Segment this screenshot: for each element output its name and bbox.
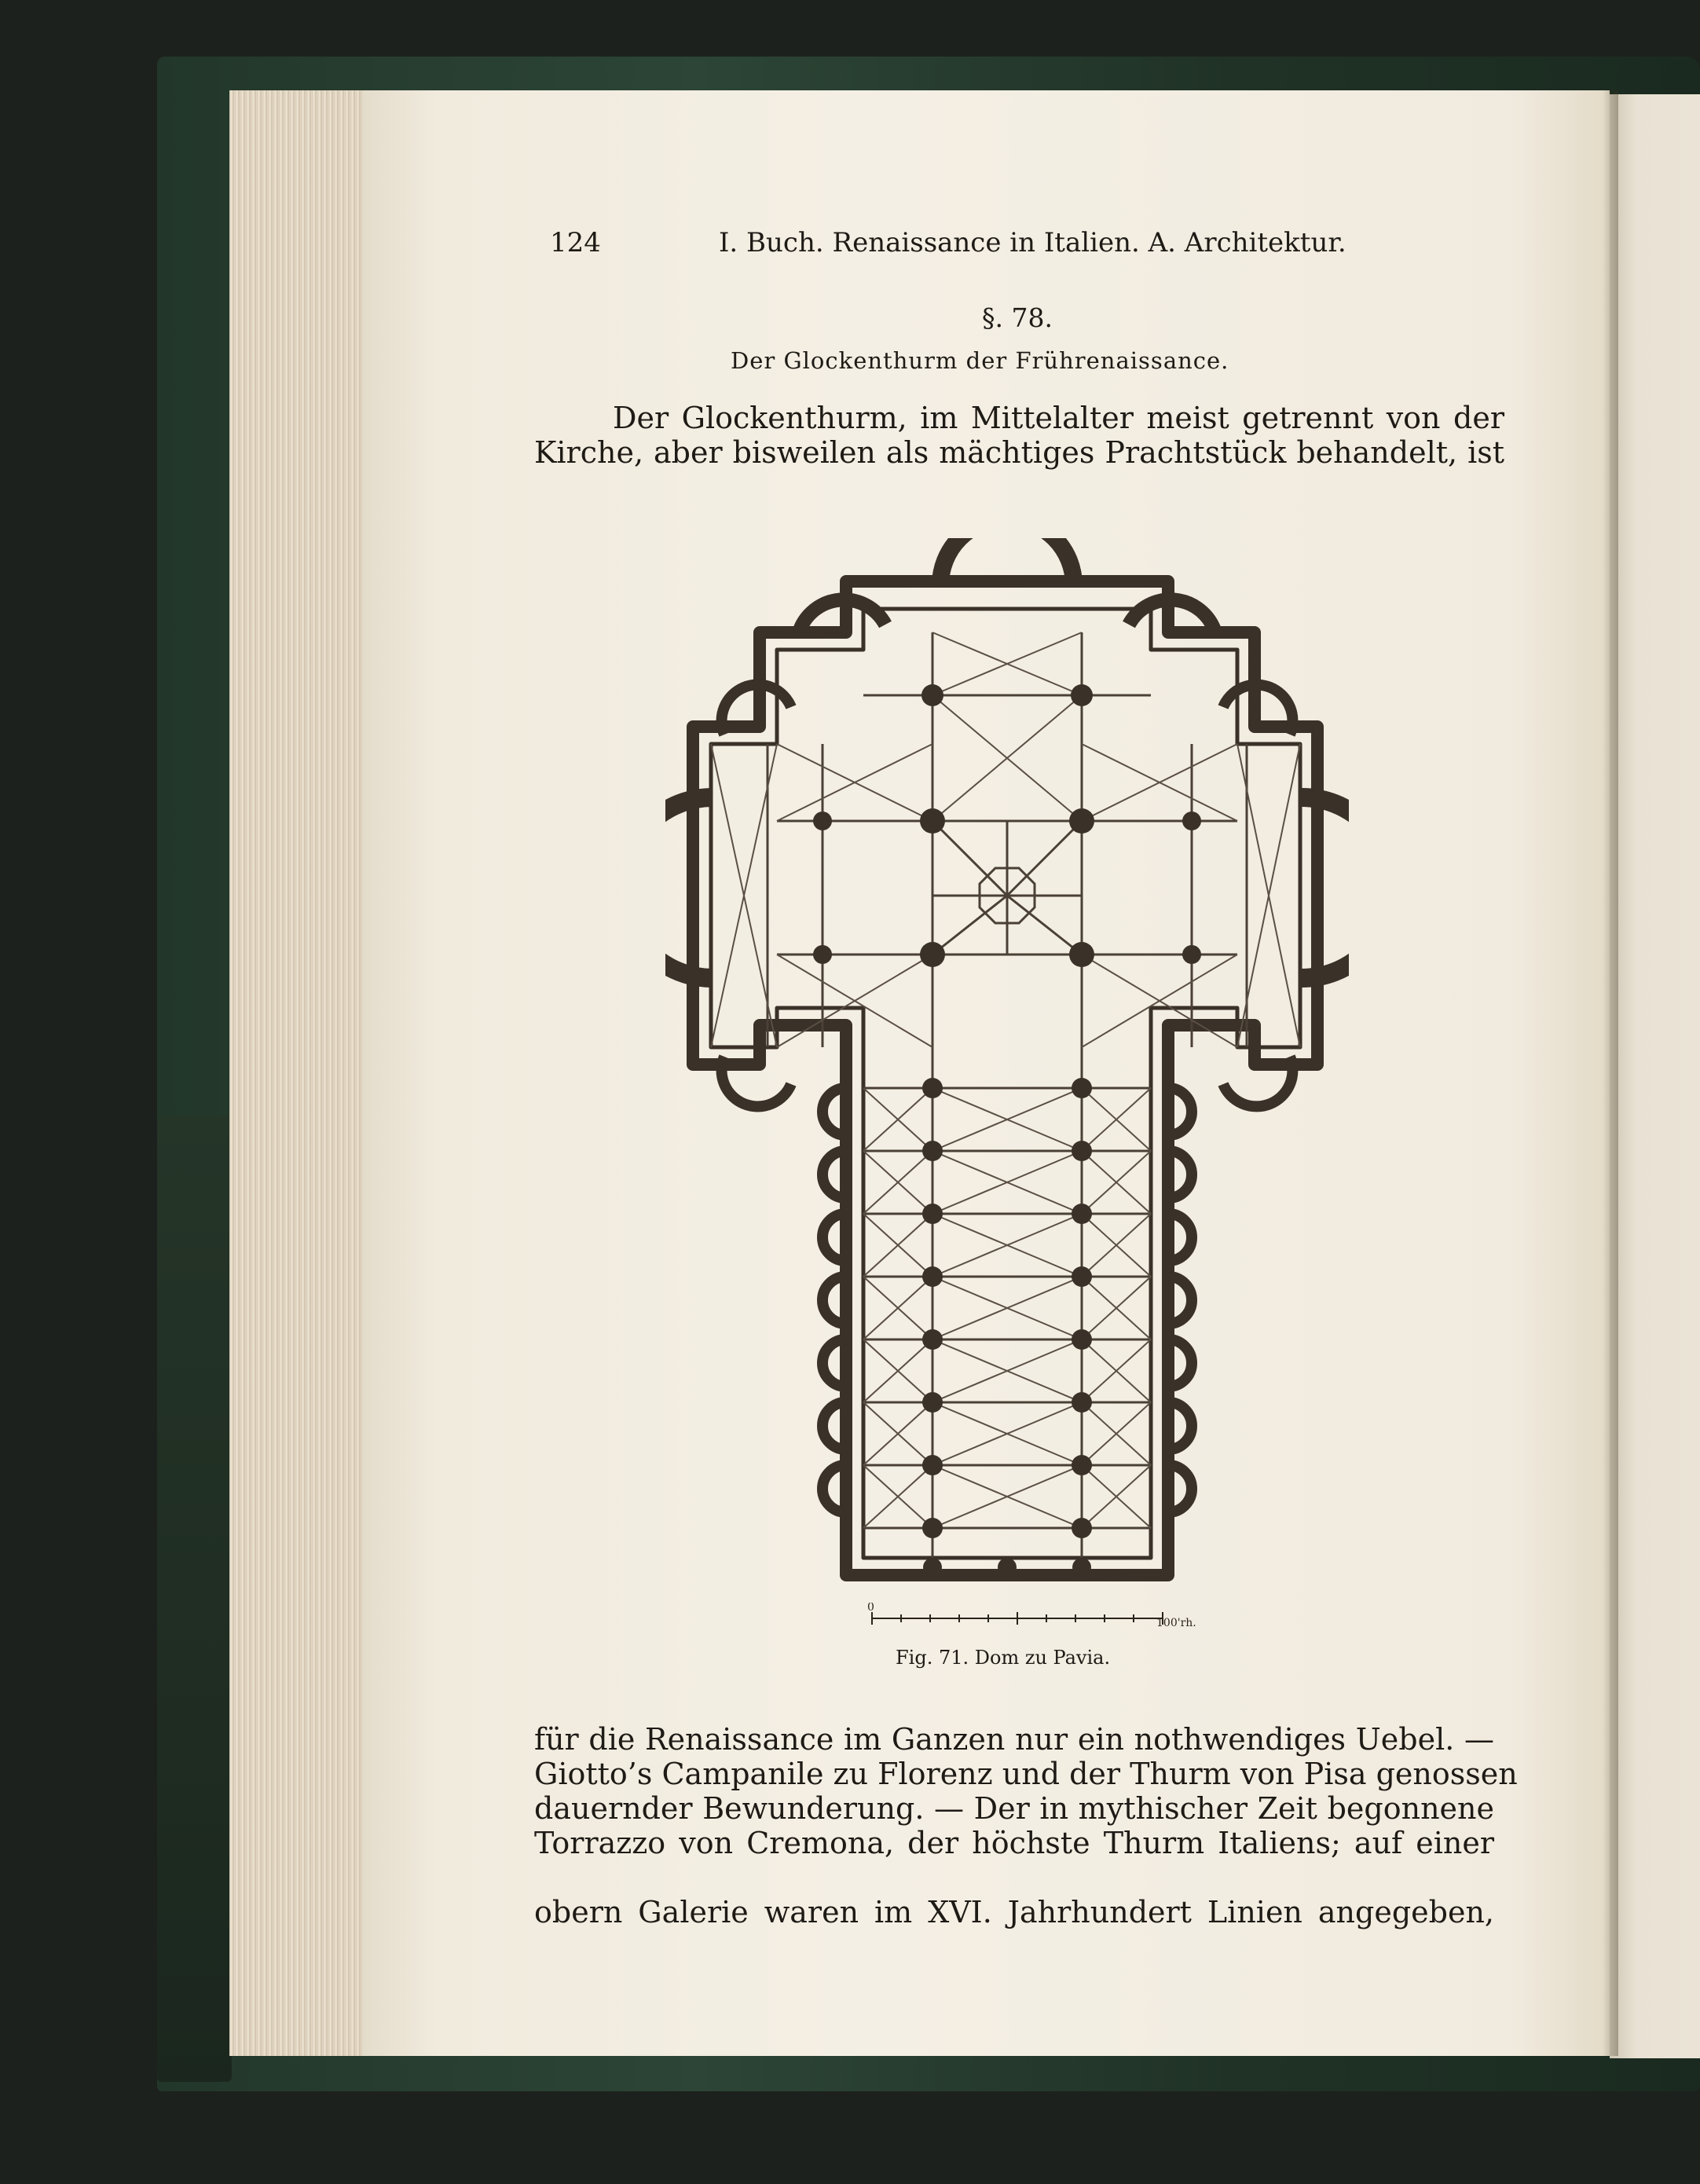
body-line: Torrazzo von Cremona, der höchste Thurm Italiens; auf einer bbox=[534, 1826, 1494, 1860]
page-number: 124 bbox=[550, 227, 601, 258]
section-number: §. 78. bbox=[982, 302, 1053, 333]
scale-end-label: 100'rh. bbox=[1156, 1617, 1196, 1629]
section-title: Der Glockenthurm der Frührenaissance. bbox=[731, 347, 1229, 374]
leather-corner bbox=[157, 1116, 232, 2082]
body-line: obern Galerie waren im XVI. Jahrhundert Linien angegeben, bbox=[534, 1895, 1494, 1929]
body-line: Giotto’s Campanile zu Florenz und der Thurm von Pisa genossen bbox=[534, 1757, 1518, 1791]
figure-caption: Fig. 71. Dom zu Pavia. bbox=[896, 1647, 1111, 1669]
body-line: für die Renaissance im Ganzen nur ein nothwendiges Uebel. — bbox=[534, 1722, 1494, 1757]
page-edges bbox=[229, 90, 363, 2056]
running-title: I. Buch. Renaissance in Italien. A. Architektur. bbox=[719, 227, 1346, 258]
scale-start-label: 0 bbox=[867, 1603, 874, 1614]
body-line: dauernder Bewunderung. — Der in mythischer Zeit begonnene bbox=[534, 1791, 1494, 1826]
facing-page-edge bbox=[1610, 94, 1700, 2058]
body-line: Der Glockenthurm, im Mittelalter meist getrennt von der bbox=[613, 401, 1504, 435]
scale-bar bbox=[864, 1603, 1210, 1629]
body-line: Kirche, aber bisweilen als mächtiges Prachtstück behandelt, ist bbox=[534, 435, 1504, 470]
gutter-shadow bbox=[1603, 90, 1618, 2056]
floor-plan-illustration bbox=[665, 538, 1349, 1591]
